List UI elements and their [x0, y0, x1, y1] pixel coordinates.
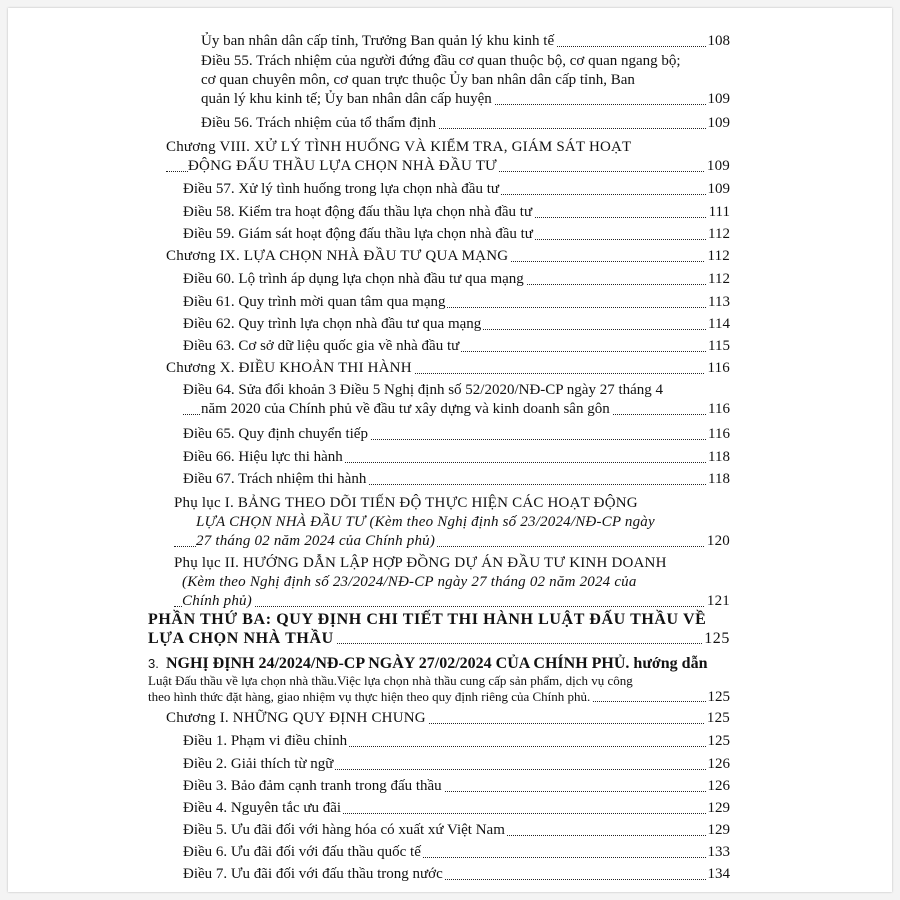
toc-entry-text: Điều 6. Ưu đãi đối với đấu thầu quốc tế	[183, 844, 421, 860]
toc-entry-text: Điều 3. Bảo đảm cạnh tranh trong đấu thầu	[183, 778, 442, 794]
toc-entry-text: Điều 7. Ưu đãi đối với đấu thầu trong nước	[183, 866, 443, 882]
toc-entry-page: 120	[706, 533, 730, 549]
toc-entry	[183, 293, 730, 312]
toc-entry-page: 109	[707, 181, 730, 197]
toc-chapter	[166, 138, 730, 176]
toc-entry-text: ĐỘNG ĐẤU THẦU LỰA CHỌN NHÀ ĐẦU TƯ	[188, 158, 497, 174]
toc-entry-page: 126	[707, 778, 730, 794]
document-page	[8, 8, 892, 892]
toc-entry-text: Chương IX. LỰA CHỌN NHÀ ĐẦU TƯ QUA MẠNG	[166, 248, 509, 264]
toc-entry-text: Điều 63. Cơ sở dữ liệu quốc gia về nhà đầu tư	[183, 338, 460, 354]
toc-entry-page: 109	[706, 158, 730, 174]
toc-entry-page: 112	[707, 248, 730, 264]
toc-entry-text: Chương X. ĐIỀU KHOẢN THI HÀNH	[166, 360, 412, 376]
toc-entry-text: Điều 57. Xử lý tình huống trong lựa chọn nhà đầu tư	[183, 181, 500, 197]
toc-entry-text: cơ quan chuyên môn, cơ quan trực thuộc Ủy ban nhân dân cấp tỉnh, Ban	[201, 72, 635, 88]
toc-entry-text: Điều 1. Phạm vi điều chỉnh	[183, 733, 348, 749]
toc-entry-page: 114	[708, 316, 730, 332]
toc-entry	[183, 777, 730, 796]
toc-entry	[183, 337, 730, 356]
toc-entry-page: 115	[708, 338, 730, 354]
toc-entry	[183, 381, 730, 419]
toc-entry	[183, 225, 730, 244]
toc-entry-page: 112	[708, 271, 730, 287]
toc-entry	[183, 799, 730, 818]
toc-entry	[183, 843, 730, 862]
toc-entry-page: 125	[707, 689, 730, 705]
toc-appendix	[174, 554, 730, 611]
toc-entry-text: NGHỊ ĐỊNH 24/2024/NĐ-CP NGÀY 27/02/2024 CỦA CHÍNH PHỦ. hướng dẫn	[166, 655, 708, 672]
toc-entry-text: Điều 5. Ưu đãi đối với hàng hóa có xuất xứ Việt Nam	[183, 822, 505, 838]
toc-entry-page: 118	[708, 471, 730, 487]
toc-entry-text: Điều 66. Hiệu lực thi hành	[183, 449, 343, 465]
toc-entry-page: 129	[707, 822, 730, 838]
toc-entry-text: Chính phủ)	[182, 593, 252, 609]
toc-entry-text: Điều 56. Trách nhiệm của tổ thẩm định	[201, 115, 436, 131]
toc-entry-page: 133	[707, 844, 730, 860]
toc-entry-page: 111	[708, 204, 730, 220]
toc-chapter	[166, 247, 730, 266]
toc-entry	[183, 470, 730, 489]
toc-entry	[201, 52, 730, 109]
toc-entry-text: Chương I. NHỮNG QUY ĐỊNH CHUNG	[166, 710, 426, 726]
toc-entry-text: Điều 59. Giám sát hoạt động đấu thầu lựa chọn nhà đầu tư	[183, 226, 533, 242]
toc-entry-text: Điều 2. Giải thích từ ngữ	[183, 756, 334, 772]
toc-entry-text: Điều 64. Sửa đổi khoản 3 Điều 5 Nghị định số 52/2020/NĐ-CP ngày 27 tháng 4	[183, 382, 664, 398]
toc-document-entry	[148, 654, 730, 706]
toc-entry-text: Điều 55. Trách nhiệm của người đứng đầu cơ quan thuộc bộ, cơ quan ngang bộ;	[201, 53, 681, 69]
toc-entry	[201, 114, 730, 133]
toc-entry-text: Luật Đấu thầu về lựa chọn nhà thầu.Việc lựa chọn nhà thầu cung cấp sản phẩm, dịch vụ công	[148, 673, 633, 688]
toc-entry-text: quản lý khu kinh tế; Ủy ban nhân dân cấp huyện	[201, 91, 492, 107]
toc-entry	[183, 865, 730, 884]
toc-entry-text: Chương VIII. XỬ LÝ TÌNH HUỐNG VÀ KIỂM TRA, GIÁM SÁT HOẠT	[166, 139, 632, 155]
toc-chapter	[166, 359, 730, 378]
toc-chapter	[166, 709, 730, 728]
toc-entry-text: Điều 62. Quy trình lựa chọn nhà đầu tư qua mạng	[183, 316, 482, 332]
toc-entry	[183, 732, 730, 751]
toc-entry-page: 108	[707, 33, 730, 49]
toc-entry	[183, 755, 730, 774]
toc-entry-page: 118	[708, 449, 730, 465]
toc-entry-text: Ủy ban nhân dân cấp tỉnh, Trưởng Ban quản lý khu kinh tế	[201, 33, 555, 49]
toc-entry-page: 113	[708, 294, 730, 310]
toc-entry-page: 121	[706, 593, 730, 609]
toc-entry-page: 109	[707, 91, 730, 107]
toc-entry-text: PHẦN THỨ BA: QUY ĐỊNH CHI TIẾT THI HÀNH LUẬT ĐẤU THẦU VỀ	[148, 611, 707, 628]
toc-entry	[183, 821, 730, 840]
toc-entry-text: Điều 58. Kiểm tra hoạt động đấu thầu lựa chọn nhà đầu tư	[183, 204, 533, 220]
toc-entry	[183, 425, 730, 444]
toc-entry	[183, 448, 730, 467]
toc-entry	[183, 180, 730, 199]
toc-entry-text: Phụ lục II. HƯỚNG DẪN LẬP HỢP ĐỒNG DỰ ÁN ĐẦU TƯ KINH DOANH	[174, 555, 667, 571]
toc-entry-page: 129	[707, 800, 730, 816]
toc-entry	[183, 315, 730, 334]
toc-entry-text: Điều 60. Lộ trình áp dụng lựa chọn nhà đầu tư qua mạng	[183, 271, 524, 287]
toc-entry-text: năm 2020 của Chính phủ về đầu tư xây dựng và kinh doanh sân gôn	[201, 401, 610, 417]
toc-entry-text: theo hình thức đặt hàng, giao nhiệm vụ thực hiện theo quy định riêng của Chính phủ.	[148, 689, 591, 704]
toc-entry	[201, 32, 730, 51]
toc-appendix	[174, 494, 730, 551]
toc-entry-page: 116	[707, 360, 730, 376]
toc-entry-page: 109	[707, 115, 730, 131]
toc-entry-text: LỰA CHỌN NHÀ THẦU	[148, 630, 334, 647]
toc-entry-text: Điều 67. Trách nhiệm thi hành	[183, 471, 367, 487]
toc-entry-page: 116	[708, 401, 730, 417]
toc-entry-number: 3.	[148, 656, 159, 671]
toc-entry-page: 134	[707, 866, 730, 882]
toc-entry-text: Điều 4. Nguyên tắc ưu đãi	[183, 800, 342, 816]
toc-entry-text: 27 tháng 02 năm 2024 của Chính phủ)	[196, 533, 436, 549]
toc-entry-text: LỰA CHỌN NHÀ ĐẦU TƯ (Kèm theo Nghị định số 23/2024/NĐ-CP ngày	[196, 514, 655, 530]
toc-entry-text: Điều 65. Quy định chuyển tiếp	[183, 426, 368, 442]
toc-entry-page: 116	[708, 426, 730, 442]
toc-entry-text: Phụ lục I. BẢNG THEO DÕI TIẾN ĐỘ THỰC HIỆN CÁC HOẠT ĐỘNG	[174, 495, 638, 511]
toc-entry-page: 112	[708, 226, 730, 242]
toc-entry-text: (Kèm theo Nghị định số 23/2024/NĐ-CP ngày 27 tháng 02 năm 2024 của	[182, 574, 637, 590]
toc-entry-page: 125	[706, 710, 730, 726]
toc-entry-text: Điều 61. Quy trình mời quan tâm qua mạng	[183, 294, 446, 310]
toc-entry	[183, 270, 730, 289]
toc-part-heading	[148, 610, 730, 648]
toc-entry-page: 125	[707, 733, 730, 749]
toc-entry-page: 126	[707, 756, 730, 772]
toc-entry	[183, 203, 730, 222]
toc-entry-page: 125	[704, 630, 730, 647]
